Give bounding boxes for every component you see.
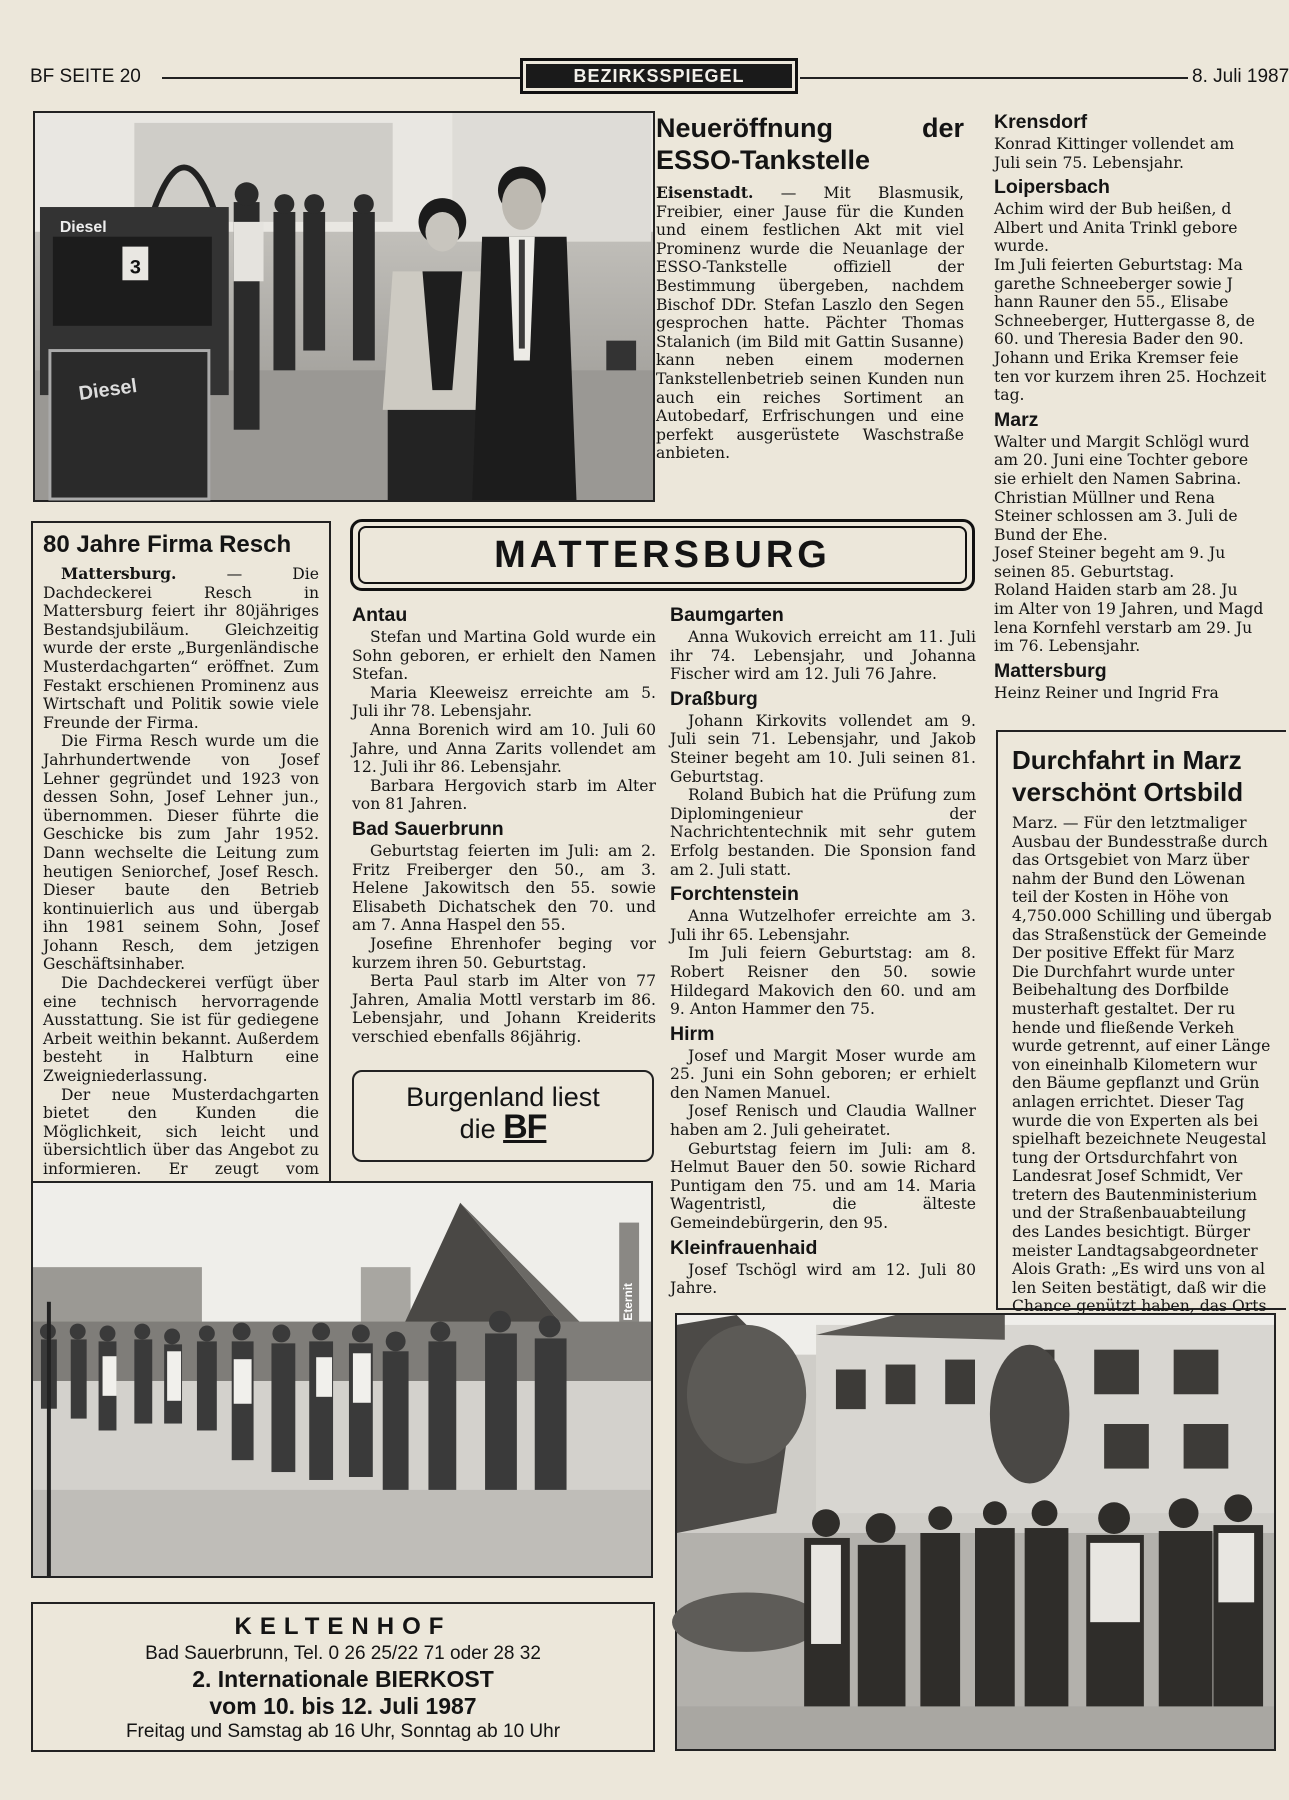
text-line: Marz. — Für den letztmaliger <box>1012 814 1247 832</box>
text-line: Chance genützt haben, das Orts <box>1012 1297 1267 1316</box>
paragraph: Der neue Musterdachgarten bietet den Kunden die Möglichkeit, sich leicht und übersichtlich über das Angebot zu informieren. Er zeugt vom <box>43 1085 319 1178</box>
text-line: von eineinhalb Kilometern wur <box>1012 1055 1257 1074</box>
text-line: Landesrat Josef Schmidt, Ver <box>1012 1167 1243 1186</box>
news-item: 60. und Theresia Bader den 90. <box>994 330 1244 349</box>
text-line: den Bäume gepflanzt und Grün <box>1012 1074 1260 1093</box>
place-heading: Antau <box>352 604 408 626</box>
text-line: len Seiten bestätigt, daß wir die <box>1012 1278 1267 1297</box>
article-esso <box>656 112 964 497</box>
text-line: wurde die von Experten als bei <box>1012 1111 1259 1130</box>
bf-logo: BF <box>503 1108 547 1146</box>
ad-address: Bad Sauerbrunn, Tel. 0 26 25/22 71 oder 28 32 <box>145 1643 541 1664</box>
news-item: Josef Tschögl wird am 12. Juli 80 Jahre. <box>670 1260 976 1298</box>
ad-keltenhof <box>31 1602 655 1752</box>
headline-marz <box>1012 744 1286 808</box>
headline-line: verschönt Ortsbild <box>1012 777 1244 807</box>
news-item: Josefine Ehrenhofer beging vor kurzem ihren 50. Geburtstag. <box>352 934 656 972</box>
news-item: ten vor kurzem ihren 25. Hochzeit <box>994 367 1267 386</box>
news-item: Anna Wutzelhofer erreichte am 3. Juli ihr 65. Lebensjahr. <box>670 907 976 944</box>
news-item: Christian Müllner und Rena <box>994 488 1215 507</box>
article-marz <box>996 730 1286 1316</box>
news-item: garethe Schneeberger sowie J <box>994 274 1233 293</box>
ad-event-dates: vom 10. bis 12. Juli 1987 <box>209 1693 477 1719</box>
paragraph-text: — Die Dachdeckerei Resch in Mattersburg feiert ihr 80jähriges Bestandsjubiläum. Gleichzeitig wurde der erste „Burgenländische Musterdachgarten“ eröffnet. Zum Festakt erschienen Prominenz aus Wirtschaft und Politik sowie viele Freunde der Firma. <box>43 565 319 732</box>
dateline: Eisenstadt. <box>656 183 754 202</box>
text-line: des Landes besichtigt. Bürger <box>1012 1223 1251 1242</box>
article-body <box>656 184 964 463</box>
news-item: Maria Kleeweisz erreichte am 5. Juli ihr 78. Lebensjahr. <box>352 683 656 721</box>
issue-date: 8. Juli 1987 <box>1192 66 1289 87</box>
headline-line: Durchfahrt in Marz <box>1012 745 1242 775</box>
news-item: Konrad Kittinger vollendet am <box>994 135 1235 153</box>
news-item: am 20. Juni eine Tochter gebore <box>994 451 1249 470</box>
text-line: meister Landtagsabgeordneter <box>1012 1241 1258 1260</box>
news-item: Josef Steiner begeht am 9. Ju <box>994 544 1226 563</box>
place-heading: Krensdorf <box>994 111 1088 133</box>
text-line: Beibehaltung des Dorfbilde <box>1012 981 1229 1000</box>
pump-label-top: Diesel <box>59 218 107 236</box>
news-item: Anna Wukovich erreicht am 11. Juli ihr 74. Lebensjahr, und Johanna Fischer wird am 12. Juli 76 Jahre. <box>670 628 976 684</box>
news-item: Stefan und Martina Gold wurde ein Sohn geboren, er erhielt den Namen Stefan. <box>352 628 656 684</box>
text-line: Ausbau der Bundesstraße durch <box>1012 832 1268 851</box>
place-heading: Draßburg <box>670 687 758 710</box>
news-column-a <box>352 600 656 1046</box>
ad-event: 2. Internationale BIERKOST <box>192 1666 494 1692</box>
news-item: wurde. <box>994 237 1050 256</box>
article-resch <box>31 521 331 1261</box>
news-item: Albert und Anita Trinkl gebore <box>994 218 1238 237</box>
place-heading: Forchtenstein <box>670 883 799 906</box>
photo-esso-station <box>33 111 655 502</box>
place-heading: Baumgarten <box>670 604 784 626</box>
news-item: Heinz Reiner und Ingrid Fra <box>994 683 1219 702</box>
news-item: Anna Borenich wird am 10. Juli 60 Jahre, und Anna Zarits vollendet am 12. Juli ihr 86. Lebensjahr. <box>352 720 656 777</box>
news-item: sie erhielt den Namen Sabrina. <box>994 469 1242 488</box>
news-item: Achim wird der Bub heißen, d <box>994 200 1232 219</box>
news-item: Bund der Ehe. <box>994 525 1108 544</box>
paragraph: Die Dachdeckerei verfügt über eine technisch hervorragende Ausstattung. Sie ist für gediegene Arbeit weithin bekannt. Außerdem besteht in Halbturn eine Zweigniederlassung. <box>43 974 319 1086</box>
pump-label-bottom: Diesel <box>77 375 139 405</box>
text-line: anlagen errichtet. Dieser Tag <box>1012 1092 1245 1111</box>
ad-title: KELTENHOF <box>234 1613 452 1640</box>
place-heading: Bad Sauerbrunn <box>352 817 504 840</box>
header-rule-right <box>800 77 1188 79</box>
dateline: Mattersburg. <box>61 564 177 583</box>
place-heading: Mattersburg <box>994 659 1107 682</box>
photo-marz-street <box>675 1313 1276 1751</box>
news-item: Roland Bubich hat die Prüfung zum Diplomingenieur der Nachrichtentechnik mit sehr gutem Erfolg bestanden. Die Sponsion fand am 2. Juli statt. <box>670 786 976 879</box>
news-item: Josef und Margit Moser wurde am 25. Juni ein Sohn geboren; er erhielt den Namen Manuel. <box>670 1046 976 1102</box>
section-banner: MATTERSBURG <box>358 526 967 584</box>
paragraph: Die Firma Resch wurde um die Jahrhundertwende von Josef Lehner gegründet und 1923 von dessen Sohn, Josef Lehner jun., übernommen. Dieser führte die Geschicke bis zum Jahr 1952. Dann wechselte die Leitung zum heutigen Seniorchef, Josef Resch. Dieser baute den Betrieb kontinuierlich aus und übergab ihn 1981 seinem Sohn, Josef Johann Resch, dem jetzigen Geschäftsinhaber. <box>43 732 319 974</box>
text-line: Die Durchfahrt wurde unter <box>1012 962 1235 981</box>
text-line: und der Straßenbauabteilung <box>1012 1204 1247 1223</box>
section-label: BEZIRKSSPIEGEL <box>526 64 792 88</box>
news-item: Geburtstag feiern im Juli: am 8. Helmut Bauer den 50. sowie Richard Puntigam den 75. und am 14. Maria Wagentristl, die älteste Gemeindebürgerin, den 95. <box>670 1139 976 1233</box>
news-column-b <box>670 600 976 1298</box>
text-line: spielhaft bezeichnete Neugestal <box>1012 1130 1267 1149</box>
news-column-c <box>994 107 1278 702</box>
news-item: Berta Paul starb im Alter von 77 Jahren, Amalia Mottl verstarb im 86. Lebensjahr, und Johann Kreiderits verschied ebenfalls 86jährig. <box>352 972 656 1046</box>
news-item: lena Kornfehl verstarb am 29. Ju <box>994 618 1253 637</box>
promo-box <box>352 1070 654 1162</box>
place-heading: Hirm <box>670 1022 715 1045</box>
news-item: Juli sein 75. Lebensjahr. <box>994 153 1184 172</box>
text-line: das Straßenstück der Gemeinde <box>1012 925 1267 944</box>
text-line: 4,750.000 Schilling und übergab <box>1012 906 1272 925</box>
headline-esso: Neueröffnung der ESSO-Tankstelle <box>656 113 964 175</box>
news-item: Steiner schlossen am 3. Juli de <box>994 507 1238 526</box>
section-label-box <box>520 58 798 94</box>
news-item: seinen 85. Geburtstag. <box>994 562 1175 581</box>
article-text: — Mit Blasmusik, Freibier, einer Jause für die Kunden und einem festlichen Akt mit viel Prominenz wurde die Neuanlage der ESSO-Tankstelle offiziell der Bestimmung übergeben, nachdem Bischof DDr. Stefan Laszlo den Segen gesprochen hatte. Pächter Thomas Stalanich (im Bild mit Gattin Susanne) kann neben einem modernen Tankstellenbetrieb seinen Kunden nun auch ein reiches Sortiment an Autobedarf, Erfrischungen und eine perfekt ausgerüstete Waschstraße anbieten. <box>656 184 964 463</box>
news-item: im Alter von 19 Jahren, und Magd <box>994 600 1264 619</box>
headline-resch: 80 Jahre Firma Resch <box>43 531 292 558</box>
news-item: Roland Haiden starb am 28. Ju <box>994 581 1238 600</box>
pump-number: 3 <box>129 256 141 279</box>
header-rule-left <box>162 77 520 79</box>
news-item: Josef Renisch und Claudia Wallner haben am 2. Juli geheiratet. <box>670 1102 976 1140</box>
article-marz-text <box>1012 814 1286 1335</box>
news-item: im 76. Lebensjahr. <box>994 637 1141 656</box>
news-item: hann Rauner den 55., Elisabe <box>994 293 1229 312</box>
place-heading: Kleinfrauenhaid <box>670 1236 818 1259</box>
text-line: nahm der Bund den Löwenan <box>1012 869 1246 888</box>
promo-line: Burgenland liest <box>406 1082 600 1112</box>
text-line: Alois Grath: „Es wird uns von al <box>1012 1260 1265 1279</box>
text-line: tung der Ortsdurchfahrt von <box>1012 1148 1238 1167</box>
ad-times: Freitag und Samstag ab 16 Uhr, Sonntag ab 10 Uhr <box>125 1721 561 1742</box>
news-item: Barbara Hergovich starb im Alter von 81 Jahren. <box>352 776 656 814</box>
promo-line: die <box>459 1114 496 1144</box>
news-item: Johann und Erika Kremser feie <box>994 348 1239 367</box>
news-item: Schneeberger, Huttergasse 8, de <box>994 311 1255 330</box>
photo-musterdachgarten <box>31 1181 653 1578</box>
text-line: das Ortsgebiet von Marz über <box>1012 851 1250 870</box>
text-line: Der positive Effekt für Marz <box>1012 944 1235 963</box>
news-item: Geburtstag feierten im Juli: am 2. Fritz Freiberger den 50., am 3. Helene Jakowitsch den 55. sowie Elisabeth Dichatschek den 70. und am 7. Anna Haspel den 55. <box>352 841 656 935</box>
text-line: wurde getrennt, auf einer Länge <box>1012 1037 1271 1056</box>
news-item: tag. <box>994 386 1025 405</box>
text-line: tretern des Bautenministerium <box>1012 1185 1257 1204</box>
text-line: teil der Kosten in Höhe von <box>1012 888 1229 907</box>
news-item: Im Juli feiern Geburtstag: am 8. Robert Reisner den 50. sowie Hildegard Makovich den 60. und am 9. Anton Hammer den 75. <box>670 944 976 1019</box>
news-item: Im Juli feierten Geburtstag: Ma <box>994 255 1243 274</box>
text-line: musterhaft gestaltet. Der ru <box>1012 999 1236 1018</box>
paragraph <box>43 565 319 732</box>
sign-text: Eternit <box>621 1282 636 1321</box>
place-heading: Loipersbach <box>994 176 1110 199</box>
place-heading: Marz <box>994 408 1039 431</box>
page-number: BF SEITE 20 <box>30 66 141 87</box>
news-item: Walter und Margit Schlögl wurd <box>994 432 1250 451</box>
news-item: Johann Kirkovits vollendet am 9. Juli sein 71. Lebensjahr, und Jakob Steiner begeht am 10. Juli seinen 81. Geburtstag. <box>670 711 976 786</box>
text-line: hende und fließende Verkeh <box>1012 1018 1235 1037</box>
